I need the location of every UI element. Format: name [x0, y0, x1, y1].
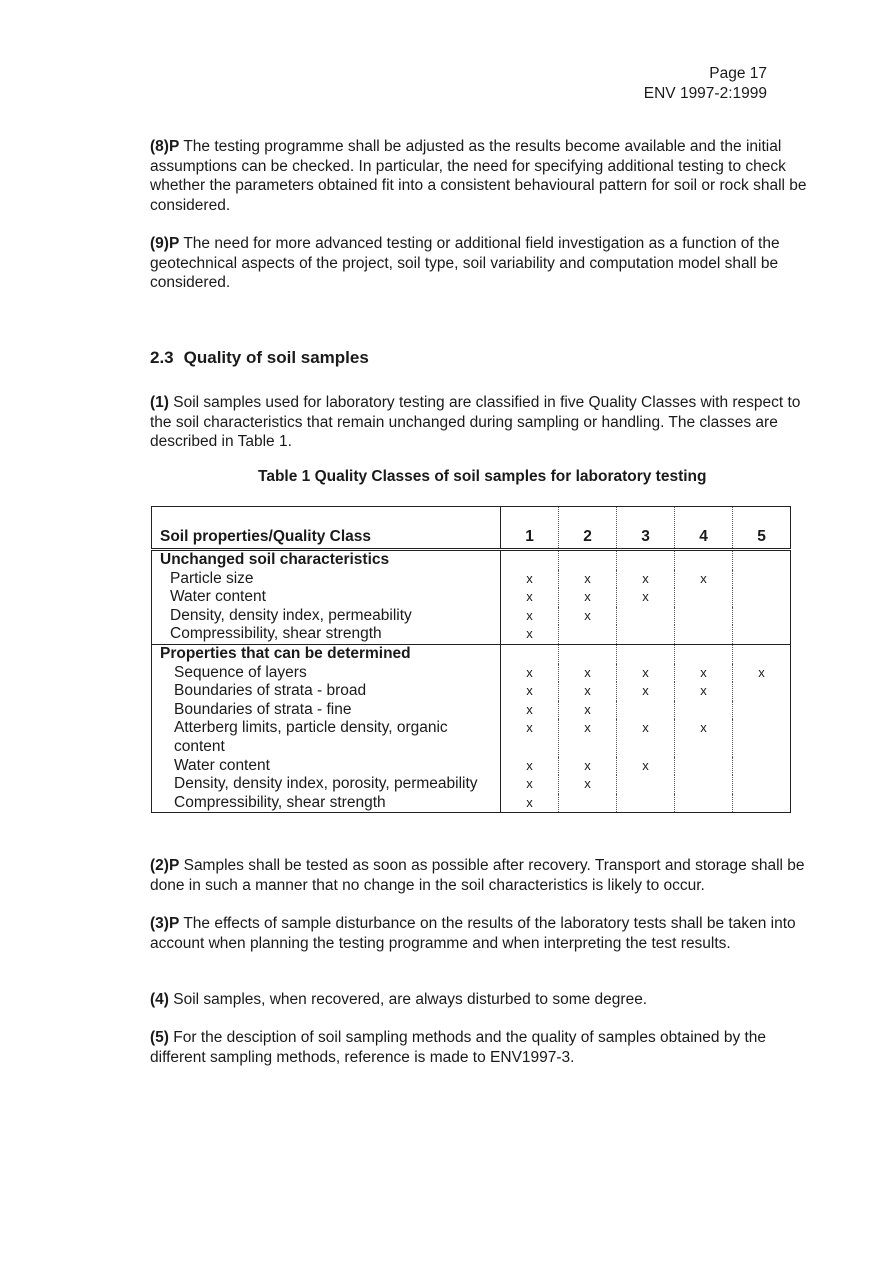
class-header-1: 1 — [501, 507, 559, 550]
property-cell — [152, 588, 501, 607]
class-2-mark: x — [559, 588, 617, 607]
class-2-mark: x — [559, 701, 617, 720]
table-row — [152, 701, 791, 720]
class-3-mark — [617, 701, 675, 720]
class-header-3: 3 — [617, 507, 675, 550]
property-label: Particle size — [170, 569, 254, 587]
class-5-mark — [733, 588, 791, 607]
property-label: Sequence of layers — [174, 663, 307, 681]
class-2-mark: x — [559, 757, 617, 776]
class-3-mark — [617, 775, 675, 794]
class-1-mark: x — [526, 626, 533, 642]
group-empty-cell — [617, 644, 675, 663]
paragraph-label: (3)P — [150, 915, 180, 932]
property-cell — [152, 719, 501, 756]
class-5-mark: x — [733, 664, 791, 683]
page-header — [644, 64, 767, 104]
class-1-mark: x — [526, 701, 533, 717]
paragraph-1 — [150, 393, 815, 452]
property-cell — [152, 682, 501, 701]
class-4-mark: x — [675, 682, 733, 701]
property-cell — [152, 794, 501, 813]
class-2-mark: x — [559, 570, 617, 589]
group-empty-cell — [501, 550, 559, 570]
property-label: Density, density index, porosity, permeability — [174, 775, 478, 793]
group-empty-cell — [733, 644, 791, 663]
group-empty-cell — [733, 550, 791, 570]
class-1-mark: x — [526, 776, 533, 792]
class-3-mark: x — [617, 757, 675, 776]
group-empty-cell — [501, 644, 559, 663]
class-2-mark: x — [559, 719, 617, 756]
paragraph-text: Soil samples used for laboratory testing are classified in five Quality Classes with respect to the soil characteristics that remain unchanged during sampling or handling. The classes are described in Table 1. — [150, 394, 801, 450]
class-5-mark — [733, 794, 791, 813]
class-1-mark: x — [526, 589, 533, 605]
class-header-5: 5 — [733, 507, 791, 550]
class-5-mark — [733, 757, 791, 776]
property-label: Boundaries of strata - broad — [174, 682, 367, 700]
section-heading — [150, 348, 369, 368]
property-cell — [152, 625, 501, 644]
paragraph-label: (1) — [150, 394, 169, 411]
paragraph-text: The testing programme shall be adjusted as the results become available and the initial assumptions can be checked. In particular, the need for specifying additional testing to check whether the parameters obtained fit into a consistent behavioural pattern for soil or rock shall be considered. — [150, 138, 807, 214]
class-1-mark: x — [526, 757, 533, 773]
paragraph-text: The effects of sample disturbance on the results of the laboratory tests shall be taken into account when planning the testing programme and when interpreting the test results. — [150, 915, 796, 952]
class-1-mark: x — [526, 607, 533, 623]
paragraph-text: For the desciption of soil sampling methods and the quality of samples obtained by the different sampling methods, reference is made to ENV1997-3. — [150, 1029, 767, 1066]
table-row — [152, 757, 791, 776]
property-label: Compressibility, shear strength — [170, 625, 382, 643]
paragraph-text: Samples shall be tested as soon as possible after recovery. Transport and storage shall be done in such a manner that no change in the soil characteristics is likely to occur. — [150, 857, 805, 894]
class-1-mark: x — [526, 664, 533, 680]
class-4-mark — [675, 775, 733, 794]
property-label: Compressibility, shear strength — [174, 793, 386, 811]
table-group-row — [152, 644, 791, 663]
class-5-mark — [733, 625, 791, 644]
class-4-mark: x — [675, 719, 733, 756]
page-number: Page 17 — [709, 65, 767, 82]
class-4-mark — [675, 607, 733, 626]
table-row — [152, 775, 791, 794]
class-5-mark — [733, 570, 791, 589]
class-5-mark — [733, 719, 791, 756]
group-empty-cell — [675, 550, 733, 570]
paragraph-text: The need for more advanced testing or additional field investigation as a function of the geotechnical aspects of the project, soil type, soil variability and computation model shall be considered. — [150, 235, 780, 291]
class-header-2: 2 — [559, 507, 617, 550]
property-cell — [152, 607, 501, 626]
class-4-mark — [675, 588, 733, 607]
class-3-mark — [617, 794, 675, 813]
group-title: Properties that can be determined — [152, 644, 501, 663]
class-2-mark — [559, 794, 617, 813]
class-header-4: 4 — [675, 507, 733, 550]
class-2-mark — [559, 625, 617, 644]
class-3-mark: x — [617, 682, 675, 701]
paragraph-3p — [150, 914, 815, 953]
group-empty-cell — [675, 644, 733, 663]
property-cell — [152, 757, 501, 776]
class-5-mark — [733, 701, 791, 720]
property-cell — [152, 701, 501, 720]
paragraph-8p — [150, 137, 815, 215]
table-row — [152, 607, 791, 626]
class-5-mark — [733, 682, 791, 701]
class-3-mark — [617, 607, 675, 626]
table-row — [152, 625, 791, 644]
class-1-mark: x — [526, 720, 533, 736]
paragraph-5 — [150, 1028, 815, 1067]
paragraph-label: (2)P — [150, 857, 180, 874]
paragraph-4 — [150, 990, 815, 1010]
table-row — [152, 794, 791, 813]
quality-classes-table — [151, 506, 791, 813]
class-4-mark: x — [675, 570, 733, 589]
property-label: Water content — [170, 588, 266, 606]
table-row — [152, 682, 791, 701]
class-2-mark: x — [559, 607, 617, 626]
class-4-mark — [675, 701, 733, 720]
paragraph-label: (8)P — [150, 138, 180, 155]
table-row — [152, 719, 791, 756]
table-row — [152, 664, 791, 683]
document-code: ENV 1997-2:1999 — [643, 85, 767, 102]
paragraph-label: (5) — [150, 1029, 169, 1046]
paragraph-text: Soil samples, when recovered, are always disturbed to some degree. — [168, 991, 648, 1008]
class-4-mark: x — [675, 664, 733, 683]
class-3-mark — [617, 625, 675, 644]
class-1-mark: x — [526, 683, 533, 699]
class-5-mark — [733, 607, 791, 626]
property-label: Atterberg limits, particle density, organic content — [174, 719, 448, 755]
class-2-mark: x — [559, 664, 617, 683]
property-cell — [152, 664, 501, 683]
section-title: Quality of soil samples — [183, 348, 369, 367]
table-header-row — [152, 507, 791, 550]
group-empty-cell — [559, 644, 617, 663]
property-cell — [152, 570, 501, 589]
table-caption: Table 1 Quality Classes of soil samples for laboratory testing — [258, 468, 707, 485]
paragraph-2p — [150, 856, 815, 895]
class-1-mark: x — [501, 794, 559, 813]
property-label: Boundaries of strata - fine — [174, 700, 352, 718]
table-group-row — [152, 550, 791, 570]
paragraph-9p — [150, 234, 815, 293]
paragraph-label: (4) — [150, 991, 169, 1008]
table-row — [152, 570, 791, 589]
class-5-mark — [733, 775, 791, 794]
class-4-mark — [675, 757, 733, 776]
property-label: Density, density index, permeability — [170, 606, 412, 624]
property-cell — [152, 775, 501, 794]
group-title: Unchanged soil characteristics — [152, 550, 501, 570]
class-3-mark: x — [617, 588, 675, 607]
class-4-mark — [675, 794, 733, 813]
class-3-mark: x — [617, 664, 675, 683]
group-empty-cell — [559, 550, 617, 570]
class-2-mark: x — [559, 775, 617, 794]
section-number: 2.3 — [150, 348, 174, 367]
group-empty-cell — [617, 550, 675, 570]
class-4-mark — [675, 625, 733, 644]
paragraph-label: (9)P — [150, 235, 180, 252]
class-1-mark: x — [526, 570, 533, 586]
property-label: Water content — [174, 756, 270, 774]
header-label: Soil properties/Quality Class — [152, 507, 501, 550]
class-2-mark: x — [559, 682, 617, 701]
class-3-mark: x — [617, 719, 675, 756]
table-row — [152, 588, 791, 607]
class-3-mark: x — [617, 570, 675, 589]
